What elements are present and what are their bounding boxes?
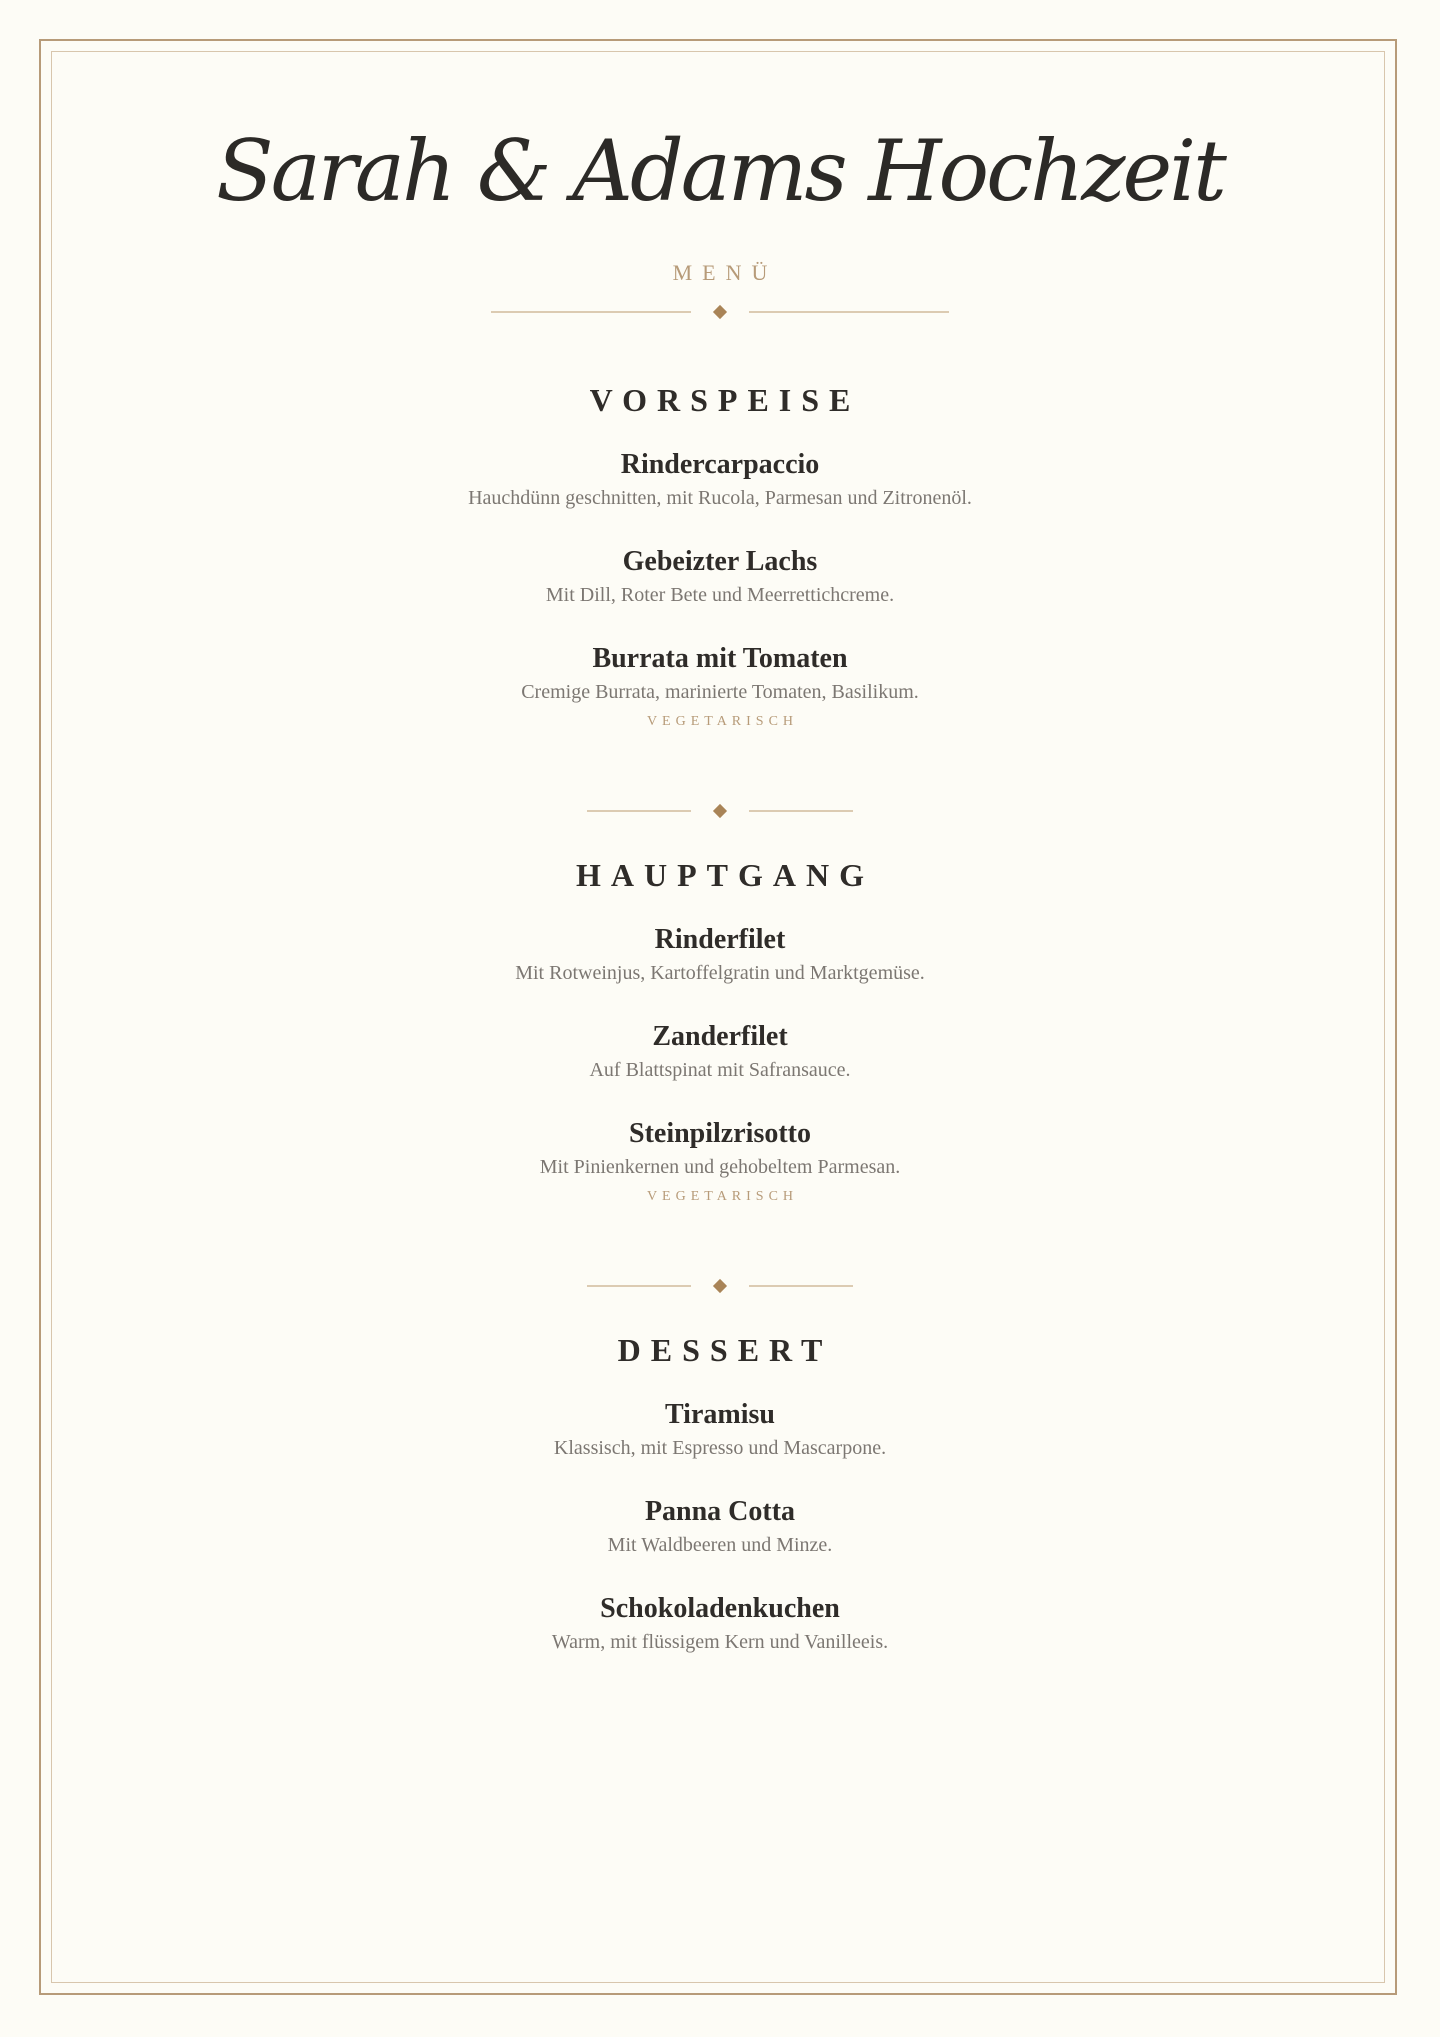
- dish-name: Panna Cotta: [644, 1496, 796, 1527]
- dish-tiramisu: [0, 1396, 1440, 1462]
- section-divider: [0, 1276, 1440, 1296]
- dish-description: Mit Rotweinjus, Kartoffelgratin und Marktgemüse.: [515, 962, 925, 984]
- divider-line: [749, 311, 949, 313]
- dish-description: Cremige Burrata, marinierte Tomaten, Basilikum.: [521, 681, 919, 703]
- vegetarian-tag: VEGETARISCH: [646, 1189, 799, 1204]
- menu-subtitle: MENÜ: [672, 260, 778, 285]
- divider-line: [587, 1285, 691, 1287]
- dish-panna-cotta: [0, 1493, 1440, 1559]
- dish-name: Steinpilzrisotto: [629, 1118, 811, 1149]
- dish-description: Klassisch, mit Espresso und Mascarpone.: [553, 1437, 887, 1459]
- divider-line: [587, 810, 691, 812]
- dish-schokoladenkuchen: [0, 1590, 1440, 1656]
- divider-line: [749, 1285, 853, 1287]
- inner-border: [51, 51, 1385, 1983]
- dish-name: Rinderfilet: [654, 924, 786, 955]
- diamond-ornament-icon: [713, 1279, 727, 1293]
- dish-zanderfilet: [0, 1018, 1440, 1084]
- dish-steinpilzrisotto: [0, 1115, 1440, 1207]
- wedding-title: Sarah & Adams Hochzeit: [216, 122, 1224, 220]
- dish-name: Zanderfilet: [652, 1021, 788, 1052]
- dish-description: Mit Dill, Roter Bete und Meerrettichcreme.: [545, 584, 895, 606]
- section-divider: [0, 801, 1440, 821]
- dish-rindercarpaccio: [0, 446, 1440, 512]
- diamond-ornament-icon: [713, 804, 727, 818]
- divider-line: [491, 311, 691, 313]
- divider-line: [749, 810, 853, 812]
- dish-name: Rindercarpaccio: [620, 449, 820, 480]
- dish-burrata: [0, 640, 1440, 732]
- diamond-ornament-icon: [713, 305, 727, 319]
- dish-name: Burrata mit Tomaten: [592, 643, 848, 674]
- dish-description: Hauchdünn geschnitten, mit Rucola, Parmesan und Zitronenöl.: [468, 487, 972, 509]
- dish-name: Tiramisu: [665, 1399, 775, 1430]
- vegetarian-tag: VEGETARISCH: [646, 714, 799, 729]
- dish-description: Mit Waldbeeren und Minze.: [607, 1534, 833, 1556]
- section-title-dessert: DESSERT: [617, 1332, 833, 1368]
- header-divider: [0, 302, 1440, 322]
- dish-description: Warm, mit flüssigem Kern und Vanilleeis.: [551, 1631, 889, 1653]
- dish-description: Auf Blattspinat mit Safransauce.: [589, 1059, 851, 1081]
- dish-gebeizter-lachs: [0, 543, 1440, 609]
- section-title-vorspeise: VORSPEISE: [589, 382, 861, 418]
- dish-name: Schokoladenkuchen: [600, 1593, 840, 1624]
- section-title-hauptgang: HAUPTGANG: [576, 857, 874, 893]
- dish-name: Gebeizter Lachs: [622, 546, 818, 577]
- dish-description: Mit Pinienkernen und gehobeltem Parmesan.: [539, 1156, 901, 1178]
- dish-rinderfilet: [0, 921, 1440, 987]
